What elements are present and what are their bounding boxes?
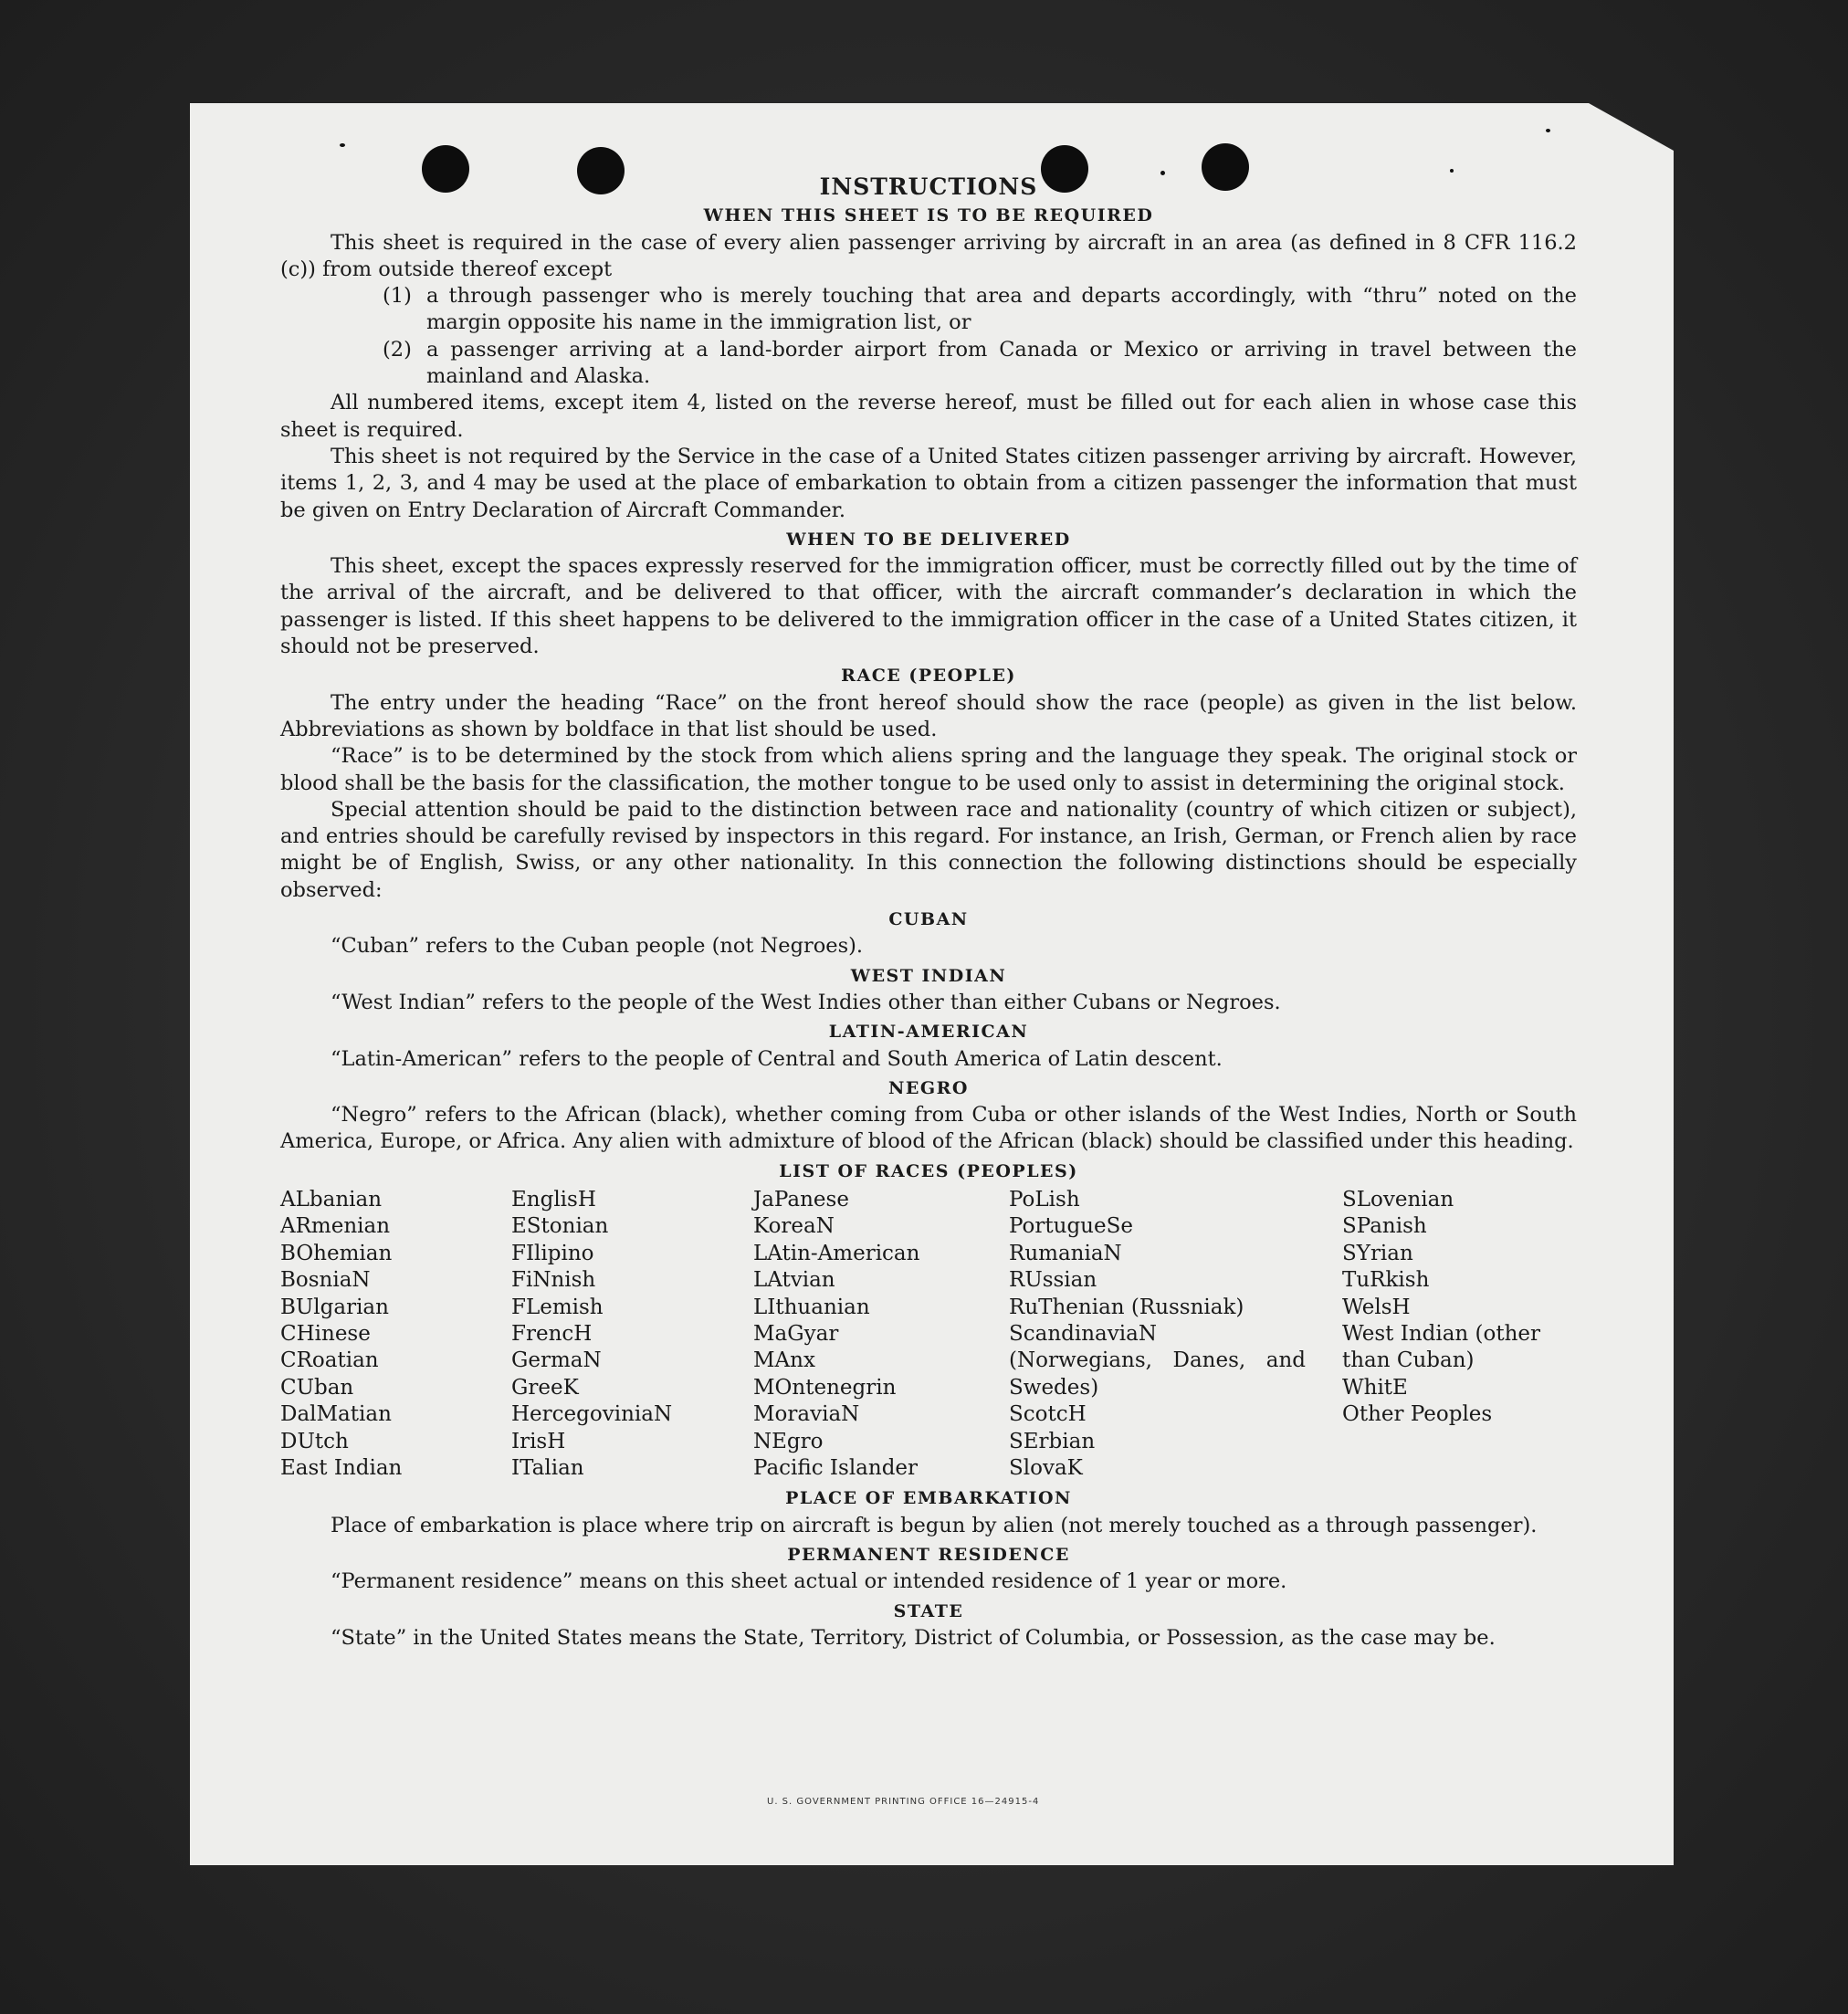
race-entry: PortugueSe	[1009, 1214, 1133, 1239]
paragraph: “West Indian” refers to the people of the West Indies other than either Cubans or Negroes.	[331, 990, 1281, 1014]
scan-speck	[1546, 129, 1550, 132]
race-entry: CRoatian	[280, 1348, 379, 1373]
race-entry: SYrian	[1342, 1241, 1413, 1265]
paragraph: “Race” is to be determined by the stock from which aliens spring and the language they speak. The original stock or blood shall be the basis for the classification, the mother tongue to be used only to assist in determining the original stock.	[280, 744, 1577, 795]
heading-cuban: CUBAN	[888, 909, 969, 930]
race-entry: GreeK	[511, 1375, 579, 1400]
race-entry: HercegoviniaN	[511, 1402, 673, 1427]
heading-negro: NEGRO	[888, 1077, 969, 1098]
race-entry: JaPanese	[753, 1187, 849, 1212]
race-entry: FLemish	[511, 1295, 604, 1319]
race-entry: NEgro	[753, 1429, 824, 1453]
paragraph: “State” in the United States means the State, Territory, District of Columbia, or Possession, as the case may be.	[331, 1625, 1496, 1650]
race-entry: IrisH	[511, 1429, 566, 1453]
race-entry: CUban	[280, 1375, 354, 1400]
race-entry: MaGyar	[753, 1322, 839, 1347]
scan-speck	[1450, 169, 1454, 173]
race-entry: LAtvian	[753, 1268, 835, 1293]
race-entry: East Indian	[280, 1456, 403, 1481]
race-list	[280, 1187, 1577, 1482]
heading-when-required: WHEN THIS SHEET IS TO BE REQUIRED	[703, 205, 1154, 226]
race-column	[1009, 1187, 1342, 1482]
paragraph: Place of embarkation is place where trip on aircraft is begun by alien (not merely touched as a through passenger).	[331, 1513, 1538, 1537]
race-entry: MAnx	[753, 1348, 815, 1373]
paragraph: This sheet is not required by the Service in the case of a United States citizen passenger arriving by aircraft. However, items 1, 2, 3, and 4 may be used at the place of embarkation to obtain from a citizen passenger the information that must be given on Entry Declaration of Aircraft Commander.	[280, 444, 1577, 522]
race-column	[280, 1187, 511, 1482]
heading-permanent-residence: PERMANENT RESIDENCE	[787, 1545, 1070, 1566]
item-number: (1)	[383, 284, 412, 309]
exception-item	[280, 283, 1577, 337]
race-entry: RUssian	[1009, 1268, 1097, 1293]
paragraph: “Cuban” refers to the Cuban people (not Negroes).	[331, 934, 864, 959]
race-entry: EStonian	[511, 1214, 609, 1239]
paragraph: “Permanent residence” means on this sheet actual or intended residence of 1 year or more.	[331, 1569, 1287, 1594]
race-entry: KoreaN	[753, 1214, 835, 1239]
heading-when-delivered: WHEN TO BE DELIVERED	[786, 529, 1071, 550]
race-column	[753, 1187, 1009, 1482]
item-text: a through passenger who is merely touching that area and departs accordingly, with “thru” noted on the margin opposite his name in the immigration list, or	[426, 284, 1577, 335]
race-entry: DUtch	[280, 1429, 349, 1453]
race-entry: ALbanian	[280, 1187, 383, 1212]
race-entry: SErbian	[1009, 1429, 1096, 1453]
race-entry: WhitE	[1342, 1375, 1408, 1400]
race-entry: MoraviaN	[753, 1402, 860, 1427]
race-entry: BUlgarian	[280, 1295, 389, 1319]
race-entry: CHinese	[280, 1322, 371, 1347]
race-entry: GermaN	[511, 1348, 602, 1373]
race-entry: PoLish	[1009, 1187, 1080, 1212]
instructions-text	[280, 173, 1577, 1652]
race-entry: SLovenian	[1342, 1187, 1454, 1212]
paragraph: The entry under the heading “Race” on the front hereof should show the race (people) as given in the list below. Abbreviations as shown by boldface in that list should be used.	[280, 690, 1577, 741]
paragraph: This sheet is required in the case of every alien passenger arriving by aircraft in an area (as defined in 8 CFR 116.2 (c)) from outside thereof except	[280, 230, 1577, 281]
race-entry: SlovaK	[1009, 1456, 1083, 1481]
race-column	[511, 1187, 753, 1482]
scan-speck	[340, 143, 345, 147]
item-text: a passenger arriving at a land-border airport from Canada or Mexico or arriving in travel between the mainland and Alaska.	[426, 337, 1577, 389]
heading-list-of-races: LIST OF RACES (PEOPLES)	[779, 1160, 1078, 1181]
paragraph: This sheet, except the spaces expressly reserved for the immigration officer, must be correctly filled out by the time of the arrival of the aircraft, and be delivered to that officer, with the aircraft commander’s declaration in which the passenger is listed. If this sheet happens to be delivered to the immigration officer in the case of a United States citizen, it should not be preserved.	[280, 554, 1577, 659]
printer-imprint: U. S. GOVERNMENT PRINTING OFFICE 16—24915-4	[767, 1797, 1040, 1807]
heading-west-indian: WEST INDIAN	[850, 965, 1007, 986]
race-entry: DalMatian	[280, 1402, 392, 1427]
race-entry: BosniaN	[280, 1268, 371, 1293]
item-number: (2)	[383, 337, 412, 362]
heading-latin-american: LATIN-AMERICAN	[828, 1022, 1029, 1043]
race-column	[1342, 1187, 1577, 1482]
race-entry: FrencH	[511, 1322, 593, 1347]
race-entry: ITalian	[511, 1456, 584, 1481]
race-entry: RumaniaN	[1009, 1241, 1122, 1265]
heading-embarkation: PLACE OF EMBARKATION	[785, 1488, 1072, 1509]
race-entry: West Indian (other than Cuban)	[1342, 1322, 1541, 1373]
heading-state: STATE	[893, 1600, 964, 1621]
race-entry: ARmenian	[280, 1214, 391, 1239]
paragraph: All numbered items, except item 4, listed on the reverse hereof, must be filled out for each alien in whose case this sheet is required.	[280, 391, 1577, 442]
race-entry: LIthuanian	[753, 1295, 870, 1319]
exception-item	[280, 337, 1577, 391]
paragraph: Special attention should be paid to the distinction between race and nationality (country of which citizen or subject), and entries should be carefully revised by inspectors in this regard. For instance, an Irish, German, or French alien by race might be of English, Swiss, or any other nationality. In this connection the following distinctions should be especially observed:	[280, 797, 1577, 902]
race-entry: ScotcH	[1009, 1402, 1087, 1427]
race-entry: ScandinaviaN (Norwegians, Danes, and Swedes)	[1009, 1322, 1306, 1400]
race-entry: FiNnish	[511, 1268, 596, 1293]
race-entry: SPanish	[1342, 1214, 1427, 1239]
race-entry: WelsH	[1342, 1295, 1411, 1319]
page-title: INSTRUCTIONS	[819, 173, 1038, 200]
heading-race: RACE (PEOPLE)	[841, 666, 1016, 687]
race-entry: FIlipino	[511, 1241, 594, 1265]
race-entry: Other Peoples	[1342, 1402, 1493, 1427]
race-entry: RuThenian (Russniak)	[1009, 1295, 1244, 1319]
race-entry: BOhemian	[280, 1241, 393, 1265]
race-entry: Pacific Islander	[753, 1456, 919, 1481]
race-entry: TuRkish	[1342, 1268, 1430, 1293]
race-entry: EnglisH	[511, 1187, 596, 1212]
race-entry: MOntenegrin	[753, 1375, 897, 1400]
race-entry: LAtin-American	[753, 1241, 920, 1265]
paragraph: “Negro” refers to the African (black), whether coming from Cuba or other islands of the West Indies, North or South America, Europe, or Africa. Any alien with admixture of blood of the African (black) should be classified under this heading.	[280, 1103, 1577, 1154]
paragraph: “Latin-American” refers to the people of Central and South America of Latin descent.	[331, 1046, 1223, 1071]
